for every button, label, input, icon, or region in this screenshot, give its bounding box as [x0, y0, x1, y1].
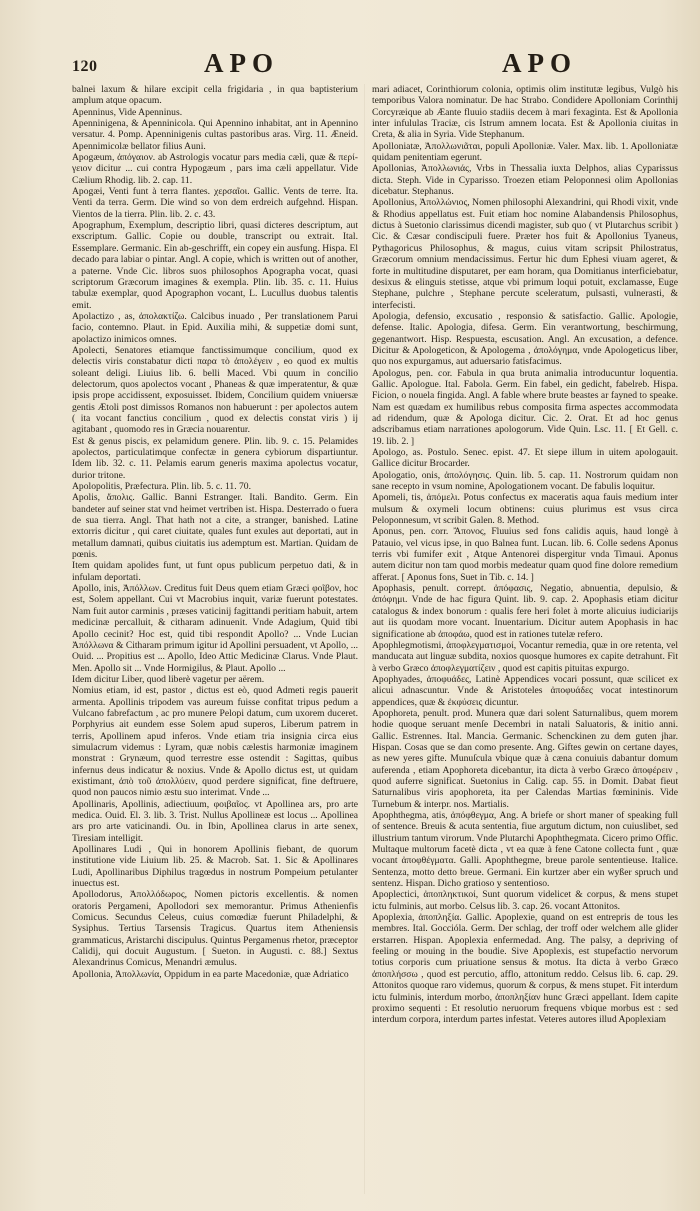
dictionary-entry: Apophthegma, atis, ἀπόφθεγμα, Ang. A briefe or short maner of speaking full of sentence. Breuis & acuta sententia, fiue argutum dictum, non cuiuslibet, sed illustrium tantum virorum. Vnde Plutarchi Apophthegmata. Cicero primo Offic. Multaque multorum facetè dicta , vt ea quæ à fene Catone collecta funt , quæ vocant ἀποφθέγματα. Galli. Apophthegme, breue parole sententieuse. Italice. Sentenza, motto detto breue. Germani. Ein kurtzer aber ein wyßer spruch und sentenz. Hispan. Dicho gratioso y sententioso.: [372, 810, 678, 890]
dictionary-entry: Apologo, as. Postulo. Senec. epist. 47. Et siepe illum in uitem apologauit. Gallice dicitur Brocarder.: [372, 447, 678, 470]
dictionary-entry: Apomeli, tis, ἀπόμελι. Potus confectus ex maceratis aqua fauis medium inter mulsum & oxymeli locum obtinens: cuius plurimus est vsus circa Peloponnesum, vt scribit Galen. 8. Method.: [372, 492, 678, 527]
dictionary-entry: Apolis, ἄπολις. Gallic. Banni Estranger. Itali. Bandito. Germ. Ein bandeter auf seiner stat vnd heimet vertriben ist. Hispa. Desterrado o fuera de sua tierra. Angl. That hath not a cite, a stranger, banished. Latine extorris dicitur , qui caret ciuitate, quales funt exules aut deportati, aut in metallum damnati, quibus ciuitatis ius ademptum est. Martian. Quidam de pœnis.: [72, 492, 358, 561]
dictionary-entry: Item quidam apolides funt, ut funt opus publicum perpetuo dati, & in infulam deportati.: [72, 560, 358, 583]
dictionary-entry: Apophyades, ἀποφυάδες, Latinè Appendices vocari possunt, quæ scilicet ex alicui adnascuntur. Vnde & Aristoteles ἀποφυάδες vocat intestinorum appendices, quæ & ἐκφύσεις dicuntur.: [372, 673, 678, 708]
column-gutter: [364, 84, 365, 1194]
left-column: [72, 84, 358, 1202]
dictionary-entry: Apollodorus, Ἀπολλόδωρος, Nomen pictoris excellentis. & nomen oratoris Pergameni, Apollodori sex memorantur. Primus Athenienfis Comicus. Secundus Celeus, cuius comœdiæ fuerunt Philadelphi, & Sysiphus. Tertius Tarsensis Tragicus. Quartus item Atheniensis grammaticus, Aristarchi discipulus. Quintus Pergamenus rhetor, præceptor Calidij, qui docuit Augustum. [ Sueton. in Augusti. c. 88.] Sextus Alexandrinus Comicus, Menandri æmulus.: [72, 889, 358, 969]
dictionary-entry: Apollinaris, Apollinis, adiectiuum, φοιβαῖος. vt Apollinea ars, pro arte medica. Ouid. El. 3. lib. 3. Trist. Nullus Apollineæ est locus ... Apollinea ars pro arte vaticinandi. Ou. in Ibin, Apollinea clarus in arte senex, Tiresiam intelligit.: [72, 798, 358, 844]
dictionary-entry: Apollo, inis, Ἀπόλλων. Creditus fuit Deus quem etiam Græci φοῖβον, hoc est, Solem appellant. Cui vt Macrobius inquit, variæ fuerunt potestates. Nam fuit autor carminis , præses vaticinij fagittandi peritiam habuit, artem medicinæ percalluit, & citharam adinuenit. Vnde Adagium, Quid tibi Apollo cecinit? Hoc est, quid tibi respondit Apollo? ... Vnde Lucian Ἀπόλλωνα & Citharam primum igitur id Apollini persuadent, vt Apollo, ... Ouid. ... Propitius est ... Apollo, Ideo Attic Medicinæ Clarus. Vnde Plaut. Men. Apollo sit ... Vnde Hormigilus, & Plaut. Apollo ...: [72, 583, 358, 674]
dictionary-entry: Apologatio, onis, ἀπολόγησις. Quin. lib. 5. cap. 11. Nostrorum quidam non sane recepto in vsum nomine, Apologationem vocant. De fabulis loquitur.: [372, 469, 678, 493]
dictionary-entry: Apollinares Ludi , Qui in honorem Apollinis fiebant, de quorum institutione vide Liuium lib. 25. & Macrob. Sat. 1. Sic & Apollinares Ludi, Apollinaribus Diphilus tragœdus in nostrum Pompeium petulanter inuectus est.: [72, 844, 358, 890]
running-head-right: APO: [502, 48, 577, 78]
running-head-left: APO: [204, 48, 279, 78]
dictionary-entry: Apophasis, penult. corrept. ἀπόφασις, Negatio, abnuentia, depulsio, & ἀπόφημι. Vnde de hac figura Quint. lib. 9. cap. 2. Apophasis etiam dicitur catalogus & index bonorum : qualis fere heri folet à morte alicuius iudiciarijs aut iis quodam more vocant. Inuentarium. Dicitur autem Apophasis in hac significatione ab ἀποφάω, quod est in rationes tutelæ refero.: [372, 583, 678, 640]
dictionary-entry: Apophlegmotismi, ἀποφλεγματισμοί, Vocantur remedia, quæ in ore retenta, vel manducata aut linguæ subdita, noxios quosque humores ex capite detrahunt. Fit à verbo Græco ἀποφλεγματίζειν , quod est capitis pituitas expurgo.: [372, 639, 678, 674]
dictionary-entry: Apoplexia, ἀποπληξία. Gallic. Apoplexie, quand on est entrepris de tous les membres. Ital. Goccióla. Germ. Der schlag, der troff oder welchem alle glider erstarren. Hispan. Apoplexia enfermedad. Ang. The palsy, a depriving of feeling or mouing in the boudie. Sive Apoplexis, est stupefactio nervorum totius corporis cum priuatione sensus & motus. Ita dicta à verbo Græco ἀποπλήσσω , quod est percutio, afflo, attonitum reddo. Celsus lib. 6. cap. 29. Attonitos quoque raro videmus, quorum & corpus, & mens stupet. Fit interdum ictu fulminis, interdum morbo, ἀποπληξίαν hunc Græci appellant. Idem capite proximo sequenti : Et resolutio neruorum frequens vbique morbus est : sed interdum corpora, interdum partes infestat. Veteres autores illud Apoplexiam: [372, 912, 678, 1026]
dictionary-entry: Apollonius, Ἀπολλώνιος, Nomen philosophi Alexandrini, qui Rhodi vixit, vnde & Rhodius appellatus est. Fuit etiam hoc nomine Alabandensis Philosophus, dictus à Suetonio clarissimus dicendi magister, sub quo ( vt Plutarchus scribit ) Cic. & Cæsar condiscipuli fuere. Præter hos fuit & Apollonius Tyaneus, Pythagoricus Philosophus, & magus, cuius vitam scripsit Philostratus, Græcorum omnium mendacissimus. Fertur hic dum Ephesi viuam ageret, & forte in multitudine disputaret, per eam horam, qua Domitianus interficiebatur, desixus & elinguis stetisse, atque vbi primum loqui potuit, exclamasse, Euge Stephane, pulchre , Stephane percute sceleratum, pulsasti, vulnerasti, & interfecisti.: [372, 197, 678, 311]
dictionary-entry: Apolopolitis, Præfectura. Plin. lib. 5. c. 11. 70.: [72, 481, 251, 493]
dictionary-entry: Est & genus piscis, ex pelamidum genere. Plin. lib. 9. c. 15. Pelamides apolectos, particulatimque confectæ in genera cybiorum dispartiuntur. Idem lib. 32. c. 11. Pelamis earum generis maxima apolectus vocatur, durior tritone.: [72, 435, 358, 481]
dictionary-entry: Apophoreta, penult. prod. Munera quæ dari solent Saturnalibus, quem morem hodie quoque seruant menſe Decembri in natali Saluatoris, & initio anni. Gallic. Estrennes. Ital. Mancia. Germanic. Schenckinen zu dem guten jhar. Hispan. Cosas que se dan como presente. Ang. Giftes gewin on certane dayes, as new yeres gifte. Munuſcula vbique quæ à cæna conuiuis dabantur domum auferenda , etiam Apophoreta dicebantur, ita dicta à verbo Græco ἀποφέρειν , quod auferre significat. Suetonius in Calig. cap. 55. in Domit. Dabat fieut Saturnalibus viris apophoreta, ita per Calendas Martias fœmininis. Vide Turnebum & interpr. nos. Martialis.: [372, 707, 678, 810]
dictionary-entry: Apoplectici, ἀποπληκτικοί, Sunt quorum videlicet & corpus, & mens stupet ictu fulminis, aut morbo. Celsus lib. 3. cap. 26. vocant Attonitos.: [372, 889, 678, 912]
dictionary-entry: Apographum, Exemplum, descriptio libri, quasi dicteres descriptum, aut exscriptum. Gallic. Copie ou double, transcript ou extrait. Ital. Essemplare. Germanic. Ein ab-geschrifft, ein copey ein ausfung. Hispa. El decado para labiar o pintar. Angl. A copie, which is written out of another, a paterne. Vnde Cic. libros suos philosophos Apographa vocat, quasi scriptorum Græcorum imagines & exempla. Plin. lib. 35. c. 11. Huius tabulæ exemplar, quod Apographon vocant, L. Lucullus duobus talentis emit.: [72, 220, 358, 311]
page-number: 120: [72, 58, 98, 75]
dictionary-entry: Apogæi, Venti funt à terra flantes. χερσαῖοι. Gallic. Vents de terre. Ita. Venti da terra. Germ. Die wind so von dem erdreich aufgehnd. Hispan. Vientos de la tierra. Plin. lib. 2. c. 43.: [72, 186, 358, 220]
dictionary-entry: Apolactizo , as, ἀπολακτίζω. Calcibus inuado , Per translationem Parui facio, contemno. Plaut. in Epid. Auxilia mihi, & suppetiæ domi sunt, apolactizo inimicos omnes.: [72, 310, 358, 345]
dictionary-entry: Apenninigena, & Apenninicola. Qui Apennino inhabitat, ant in Apennino versatur. 4. Pomp. Apenninigenis cultas pastoribus aras. Virg. 11. Æneid. Apennimicolæ bellator filius Auni.: [72, 118, 358, 152]
dictionary-entry: mari adiacet, Corinthiorum colonia, optimis olim institutæ legibus, Vulgò his temporibus Valora nominatur. De hac Strabo. Condidere Apolloniam Corinthij Corcyræique ab Æante fluuio stadiis decem à mari fexaginta. Est & Apollonia inter infululas Traciæ, cis Istrum amnem locata. Est & Apollonia ciuitas in Creta, & alia in Syria. Vide Stephanum.: [372, 84, 678, 141]
dictionary-entry: Aponus, pen. corr. Ἄπονος, Fluuius sed fons calidis aquis, haud longè à Patauio, vel vicus ipse, in quo Balnea funt. Lucan. lib. 6. Colle sedens Aponus terris vbi fumifer exit , Atque Antenorei dispergitur vnda Timaui. Aponus autem dicitur non tam quod morbis medeatur quam quod fine dolore remedium afferat. [ Aponus fons, Suet in Tib. c. 14. ]: [372, 526, 678, 583]
right-column: [372, 84, 678, 1202]
dictionary-entry: Apollonias, Ἀπολλωνιάς, Vrbs in Thessalia iuxta Delphos, alias Cyparissus dicta. Steph. Vide in Cyparisso. Troezen etiam Peloponnesi olim Apollonias dicebatur. Stephanus.: [372, 163, 678, 198]
dictionary-entry: balnei laxum & hilare excipit cella frigidaria , in qua baptisterium amplum atque opacum.: [72, 84, 358, 107]
dictionary-entry: Apollonia, Ἀπολλωνία, Oppidum in ea parte Macedoniæ, quæ Adriatico: [72, 968, 349, 980]
page-header: [72, 48, 678, 80]
dictionary-entry: Nomius etiam, id est, pastor , dictus est eò, quod Admeti regis pauerit armenta. Apollinis tripodem vas aureum fuisse confitat tripus pedum a Vulcano fabrefactum , ac pro munere Pelopi datum, cum uxorem duceret. Porphyrius ait eundem esse Solem apud superos, Liberum patrem in terris, Apollinem apud inferos. Vnde etiam tria insignia circa eius simulacrum videmus : Lyram, quæ nobis cælestis harmoniæ imaginem monstrat : Grynæum, quod terrestre esse ostendit : Sagittas, quibus infernus deus indicatur & noxius. Vnde & Apollo dictus est, ut quidam existimant, ἀπὸ τοῦ ἀπολλύειν, quod perdere significat, fine deftruere, quod non paucos nimio æstu suo interimat. Vnde ...: [72, 685, 358, 799]
dictionary-entry: Apolloniatæ, Ἀπολλωνιᾶται, populi Apolloniæ. Valer. Max. lib. 1. Apolloniatæ quidam penitentiam egerunt.: [372, 140, 678, 164]
dictionary-entry: Apologia, defensio, excusatio , responsio & satisfactio. Gallic. Apologie, defense. Italic. Apologia, difesa. Germ. Ein verantwortung, beschirmung, gegenantwort. Hisp. Respuesta, escusation. Angl. An excusation, a defence. Dicitur & Apologeticon, & Apologema , ἀπολόγημα, vnde Apologeticus liber, quo nos expurgamus, aut aduersario fatisfacimus.: [372, 310, 678, 368]
dictionary-entry: Apenninus, Vide Apenninus.: [72, 106, 183, 118]
dictionary-entry: Apogæum, ἀπόγαιον. ab Astrologis vocatur pars media cæli, quæ & περί-γειον dicitur ... cui contra Hypogæum , pars ima cæli appellatur. Vide Cælium Rhodig. lib. 2. cap. 11.: [72, 152, 358, 186]
dictionary-entry: Apolecti, Senatores etiamque fanctissimumque concilium, quod ex delectis viris constabatur dicti παρα τὸ ἀπολέγειν , eo quod ex multis soleant deligi. Liuius lib. 6. belli Maced. Vbi quum in concilio delectorum, quos apolectos vocant , Phaneas & quæ imperatentur, & quæ ipsis prope accidissent, exposuisset. Ibidem, Concilium quidem vniuersæ gentis Ætoli post dimissos Romanos non habuerunt : per apolectos autem ( ita vocant fanctius concilium , quod ex delectis constat viris ) ij agitabant , quomodo res in Græcia nouarentur.: [72, 344, 358, 436]
dictionary-entry: Idem dicitur Liber, quod liberè vagetur per aërem.: [72, 673, 265, 685]
dictionary-entry: Apologus, pen. cor. Fabula in qua bruta animalia introducuntur loquentia. Gallic. Apologue. Ital. Fabola. Germ. Ein fabel, ein gedicht, fabelreb. Hispa. Ficion, o nouela fingida. Angl. A fable where brute beastes ar fayned to speake. Nam est quædam ex humilibus rebus composita firma aspectes accommodata ad ridendum, quæ & Apologa dicitur. Cic. 2. Orat. Et ad hoc genus adscribamus etiam narrationes apologorum. Vide Quin. Lsc. 11. [ Et Gell. c. 19. lib. 2. ]: [372, 367, 678, 447]
